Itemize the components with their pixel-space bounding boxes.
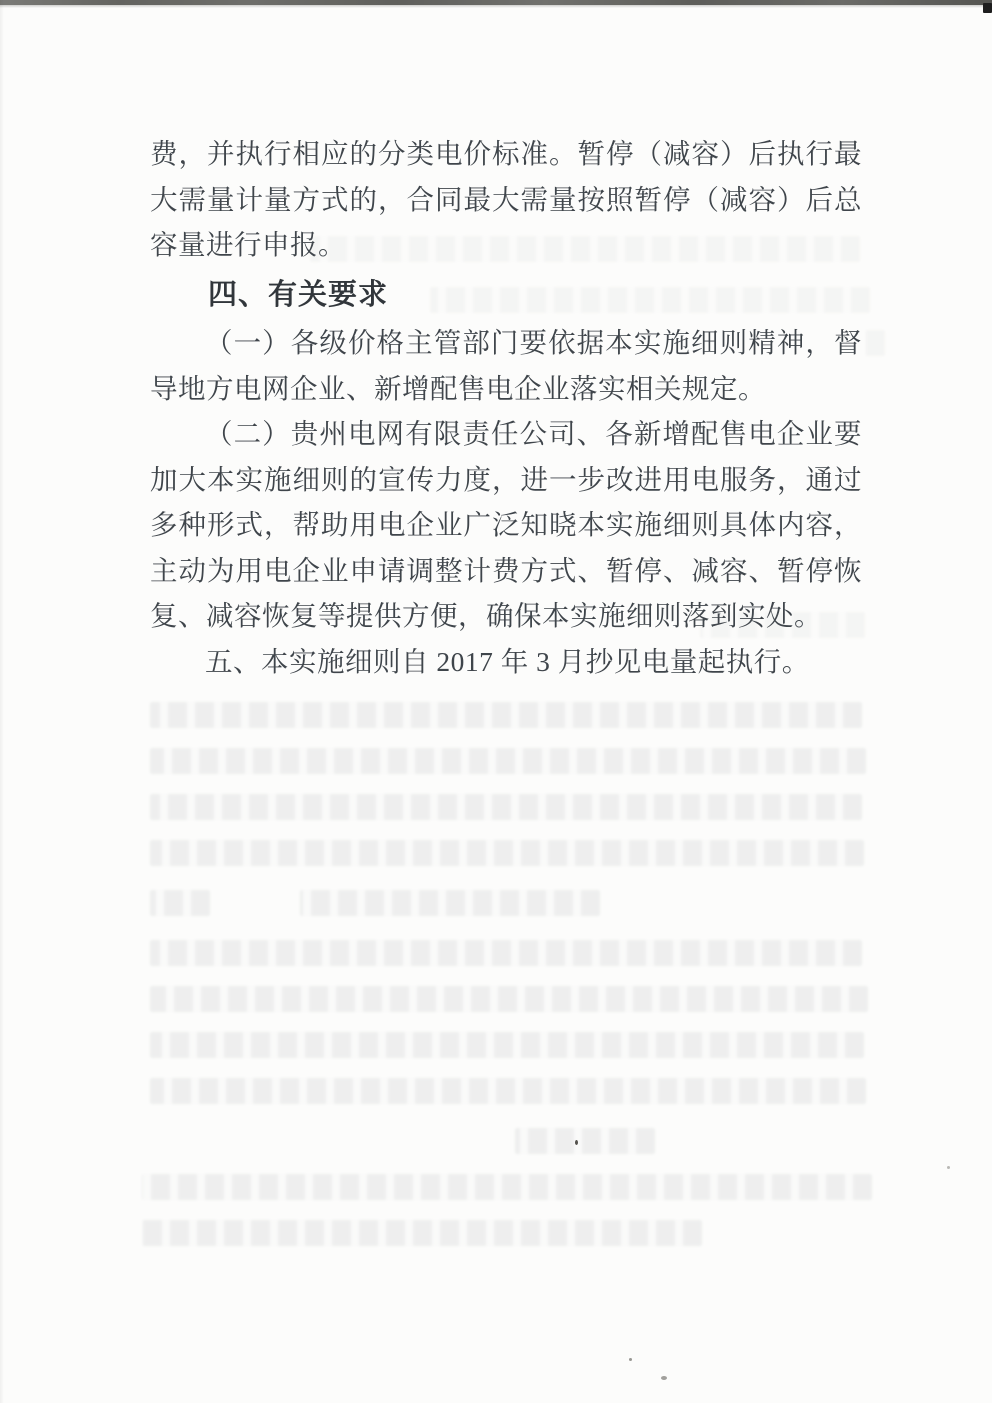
bleed-through-line	[150, 748, 866, 774]
bleed-through-line	[150, 940, 862, 966]
scan-corner-mark	[983, 3, 992, 13]
paragraph: （二）贵州电网有限责任公司、各新增配售电企业要加大本实施细则的宣传力度，进一步改进用电服务，通过多种形式，帮助用电企业广泛知晓本实施细则具体内容，主动为用电企业申请调整计费方式、暂停、减容、暂停恢复、减容恢复等提供方便，确保本实施细则落到实处。	[150, 418, 862, 631]
paragraph: 五、本实施细则自 2017 年 3 月抄见电量起执行。	[205, 645, 810, 677]
scan-left-edge-shade	[0, 0, 4, 1403]
bleed-through-line	[142, 1174, 872, 1200]
bleed-through-line	[310, 236, 860, 262]
bleed-through-line	[150, 840, 864, 866]
scan-edge-fade	[0, 5, 992, 8]
bleed-through-line	[430, 287, 870, 313]
paragraph: （一）各级价格主管部门要依据本实施细则精神，督导地方电网企业、新增配售电企业落实相关规定。	[150, 327, 862, 404]
document-body	[150, 131, 862, 684]
bleed-through-line	[150, 1032, 864, 1058]
paragraph: 费，并执行相应的分类电价标准。暂停（减容）后执行最大需量计量方式的，合同最大需量按照暂停（减容）后总容量进行申报。	[150, 138, 862, 260]
scan-speck	[947, 1166, 950, 1169]
bleed-through-line	[150, 702, 862, 728]
bleed-through-line	[142, 1220, 702, 1246]
scan-speck	[661, 1376, 667, 1380]
bleed-through-line	[300, 890, 600, 916]
bleed-through-line	[150, 1078, 866, 1104]
bleed-through-line	[865, 330, 885, 356]
scan-speck	[629, 1358, 632, 1361]
bleed-through-line	[150, 890, 210, 916]
bleed-through-line	[150, 794, 862, 820]
bleed-through-line	[150, 986, 868, 1012]
bleed-through-line	[700, 612, 865, 638]
scan-speck	[575, 1140, 578, 1145]
bleed-through-line	[515, 1128, 655, 1154]
section-heading: 四、有关要求	[208, 278, 389, 311]
